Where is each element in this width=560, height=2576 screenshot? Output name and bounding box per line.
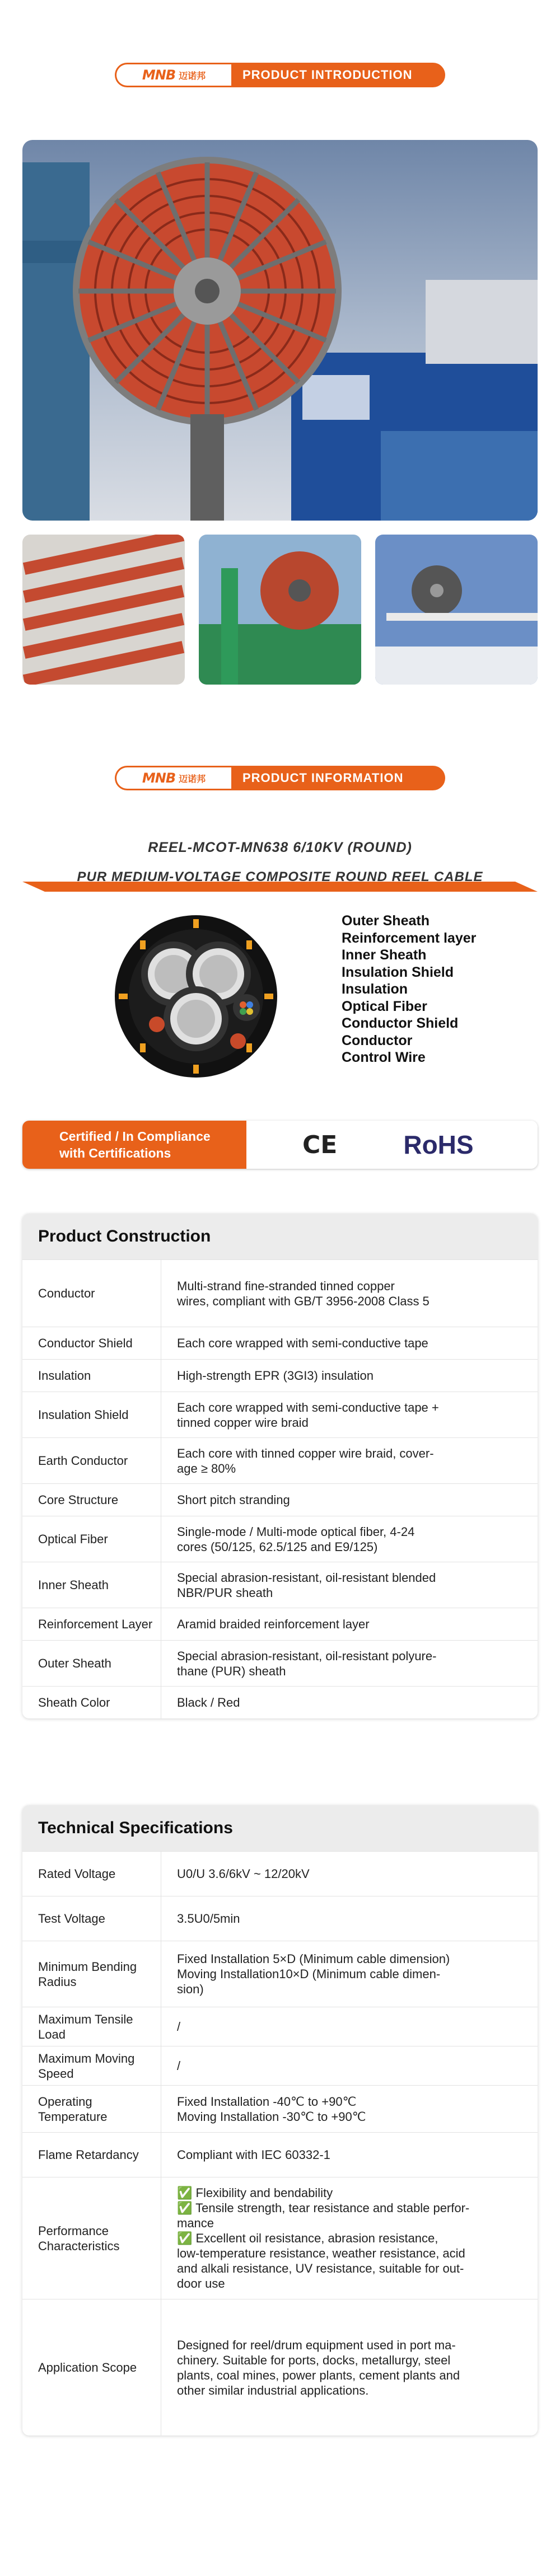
row-value [161, 1392, 538, 1437]
table-row [22, 1327, 538, 1359]
row-value-line: Short pitch stranding [177, 1493, 290, 1507]
brand-logo [115, 766, 231, 790]
legend-control-wire: Control Wire [342, 1050, 426, 1065]
row-value [161, 2133, 538, 2177]
table-row [22, 1516, 538, 1562]
row-value [161, 2007, 538, 2046]
row-value [161, 1641, 538, 1686]
technical-specifications-table [22, 1805, 538, 2436]
row-value [161, 1608, 538, 1640]
cable-cross-section [112, 912, 280, 1080]
table-row [22, 1359, 538, 1392]
row-value-line: cores (50/125, 62.5/125 and E9/125) [177, 1539, 378, 1554]
row-value-line: Black / Red [177, 1696, 240, 1709]
row-value-line: Each core wrapped with semi-conductive tape [177, 1336, 428, 1350]
table-row [22, 1941, 538, 2007]
row-value-line: low-temperature resistance, weather resistance, acid [177, 2246, 465, 2260]
row-label: Inner Sheath [22, 1562, 161, 1608]
table-row [22, 1483, 538, 1516]
row-value [161, 1327, 538, 1359]
section-title: PRODUCT INFORMATION [231, 766, 445, 790]
table-row [22, 2299, 538, 2436]
row-label: Flame Retardancy [22, 2133, 161, 2177]
row-value-line: Compliant with IEC 60332-1 [177, 2148, 330, 2162]
row-value [161, 1360, 538, 1392]
legend-inner-sheath: Inner Sheath [342, 947, 427, 963]
crane-reel-photo [199, 535, 361, 685]
table-row [22, 2132, 538, 2177]
panel-title: Technical Specifications [22, 1805, 538, 1851]
row-label: Conductor [22, 1260, 161, 1327]
row-value-line: Aramid braided reinforcement layer [177, 1617, 370, 1631]
row-value-line: NBR/PUR sheath [177, 1585, 273, 1600]
legend-conductor: Conductor [342, 1032, 413, 1048]
table-row [22, 1686, 538, 1718]
row-value-line: ✅ Flexibility and bendability [177, 2186, 333, 2200]
ce-mark: CE [302, 1130, 338, 1159]
row-value-line: and alkali resistance, UV resistance, suitable for out- [177, 2261, 464, 2275]
row-value-line: High-strength EPR (3GI3) insulation [177, 1369, 374, 1383]
table-row [22, 1640, 538, 1686]
row-value [161, 1896, 538, 1941]
row-value [161, 2086, 538, 2132]
cross-section-legend [342, 912, 476, 1066]
row-label: Optical Fiber [22, 1516, 161, 1562]
row-value [161, 1687, 538, 1718]
certification-line2: with Certifications [59, 1146, 171, 1160]
row-label: Test Voltage [22, 1896, 161, 1941]
certification-bar [22, 1121, 538, 1169]
row-value-line: Moving Installation10×D (Minimum cable dimen- [177, 1967, 441, 1981]
product-construction-table [22, 1214, 538, 1718]
brand-logo-cn: 迈诺邦 [179, 774, 206, 784]
row-value [161, 1260, 538, 1327]
row-value-line: other similar industrial applications. [177, 2383, 369, 2397]
row-label: Maximum Moving Speed [22, 2046, 161, 2085]
row-value-line: ✅ Excellent oil resistance, abrasion resistance, [177, 2231, 438, 2245]
legend-insulation: Insulation [342, 981, 408, 997]
row-value-line: Special abrasion-resistant, oil-resistant blended [177, 1570, 436, 1585]
row-value [161, 2299, 538, 2436]
row-value [161, 1516, 538, 1562]
row-value-line: Multi-strand fine-stranded tinned copper [177, 1278, 395, 1293]
row-value [161, 1852, 538, 1896]
row-value-line: Designed for reel/drum equipment used in port ma- [177, 2338, 456, 2352]
row-value-line: Each core with tinned copper wire braid, cover- [177, 1446, 434, 1460]
brand-logo [115, 63, 231, 87]
row-value-line: / [177, 2059, 181, 2073]
row-value [161, 2177, 538, 2299]
row-value-line: Single-mode / Multi-mode optical fiber, 4-24 [177, 1524, 415, 1539]
row-value-line: wires, compliant with GB/T 3956-2008 Class 5 [177, 1294, 430, 1308]
port-reel-photo [375, 535, 538, 685]
row-label: Sheath Color [22, 1687, 161, 1718]
row-value-line: age ≥ 80% [177, 1461, 236, 1476]
certification-label [22, 1121, 246, 1169]
cable-reel-photo [22, 140, 538, 521]
rohs-mark: RoHS [403, 1130, 474, 1159]
table-row [22, 2007, 538, 2046]
row-value [161, 1941, 538, 2007]
table-row [22, 2085, 538, 2132]
brand-logo-text: MNB [142, 67, 176, 83]
row-value-line: door use [177, 2277, 225, 2291]
product-subtitle: PUR MEDIUM-VOLTAGE COMPOSITE ROUND REEL CABLE [77, 869, 483, 884]
table-row [22, 1608, 538, 1640]
table-row [22, 1851, 538, 1896]
row-label: Core Structure [22, 1484, 161, 1516]
row-label: Reinforcement Layer [22, 1608, 161, 1640]
row-value-line: / [177, 2020, 181, 2034]
section-banner-intro [115, 63, 445, 87]
row-value-line: U0/U 3.6/6kV ~ 12/20kV [177, 1867, 310, 1881]
table-row [22, 1896, 538, 1941]
row-label: Earth Conductor [22, 1438, 161, 1483]
row-value-line: mance [177, 2216, 214, 2230]
product-model: REEL-MCOT-MN638 6/10KV (ROUND) [148, 840, 412, 855]
table-row [22, 2177, 538, 2299]
legend-reinforcement-layer: Reinforcement layer [342, 930, 477, 946]
row-label: Insulation [22, 1360, 161, 1392]
row-label: Performance Characteristics [22, 2177, 161, 2299]
row-value-line: sion) [177, 1982, 204, 1996]
row-label: Conductor Shield [22, 1327, 161, 1359]
row-label: Maximum Tensile Load [22, 2007, 161, 2046]
row-label: Operating Temperature [22, 2086, 161, 2132]
row-value-line: Fixed Installation -40℃ to +90℃ [177, 2094, 357, 2109]
row-label: Insulation Shield [22, 1392, 161, 1437]
row-label: Outer Sheath [22, 1641, 161, 1686]
cable-close-photo [22, 535, 185, 685]
row-label: Application Scope [22, 2299, 161, 2436]
brand-logo-text: MNB [142, 770, 176, 786]
row-value-line: tinned copper wire braid [177, 1415, 309, 1430]
legend-insulation-shield: Insulation Shield [342, 964, 454, 980]
brand-logo-cn: 迈诺邦 [179, 71, 206, 81]
row-value-line: 3.5U0/5min [177, 1912, 240, 1926]
row-value-line: Each core wrapped with semi-conductive tape + [177, 1400, 439, 1415]
section-title: PRODUCT INTRODUCTION [231, 63, 445, 87]
section-banner-info [115, 766, 445, 790]
row-value [161, 1438, 538, 1483]
row-value [161, 2046, 538, 2085]
legend-conductor-shield: Conductor Shield [342, 1015, 459, 1031]
row-value-line: chinery. Suitable for ports, docks, metallurgy, steel [177, 2353, 451, 2367]
row-value-line: Fixed Installation 5×D (Minimum cable dimension) [177, 1952, 450, 1966]
row-value [161, 1484, 538, 1516]
row-value [161, 1562, 538, 1608]
row-value-line: Moving Installation -30℃ to +90℃ [177, 2109, 366, 2124]
legend-optical-fiber: Optical Fiber [342, 998, 427, 1014]
row-value-line: thane (PUR) sheath [177, 1664, 286, 1678]
table-row [22, 2046, 538, 2085]
row-value-line: plants, coal mines, power plants, cement plants and [177, 2368, 460, 2382]
row-value-line: Special abrasion-resistant, oil-resistant polyure- [177, 1648, 437, 1663]
row-value-line: ✅ Tensile strength, tear resistance and stable perfor- [177, 2201, 470, 2215]
panel-title: Product Construction [22, 1214, 538, 1259]
row-label: Minimum Bending Radius [22, 1941, 161, 2007]
table-row [22, 1392, 538, 1437]
table-row [22, 1562, 538, 1608]
legend-outer-sheath: Outer Sheath [342, 913, 430, 929]
certification-line1: Certified / In Compliance [59, 1129, 211, 1144]
table-row [22, 1437, 538, 1483]
certification-logos [246, 1121, 538, 1169]
row-label: Rated Voltage [22, 1852, 161, 1896]
table-row [22, 1259, 538, 1327]
product-subtitle-bar [22, 869, 538, 892]
